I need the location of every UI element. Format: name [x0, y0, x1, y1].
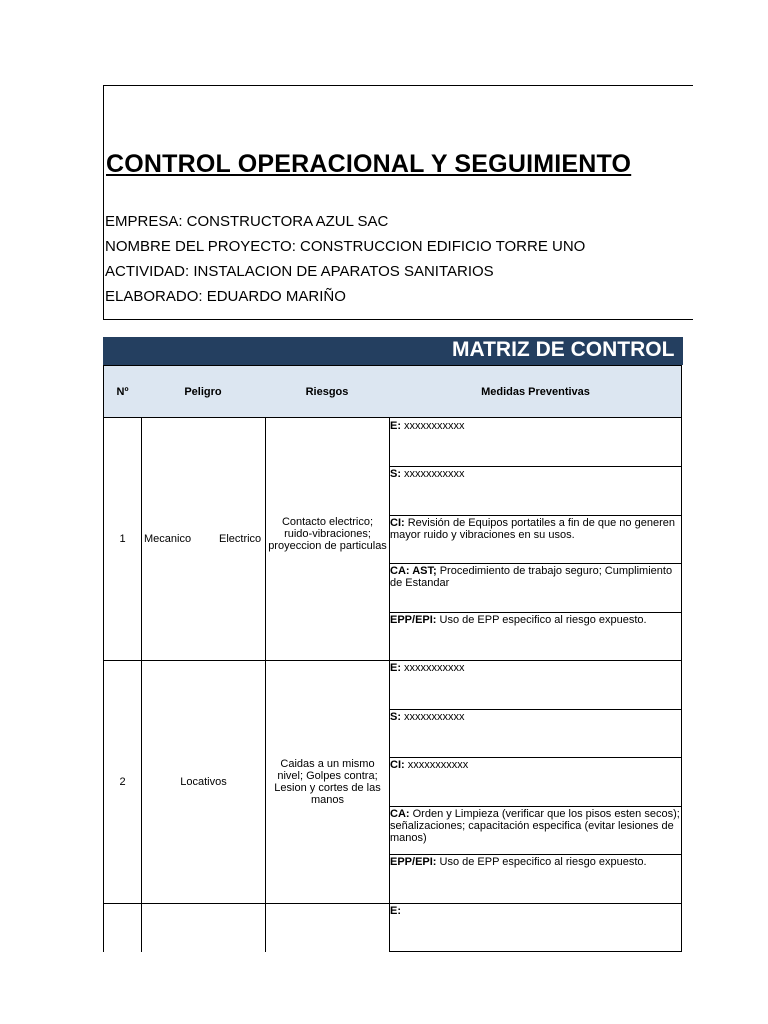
- measure-cell: [390, 808, 682, 844]
- peligro-cell: Mecanico: [144, 533, 192, 545]
- measure-label: E:: [390, 905, 401, 917]
- measure-text: xxxxxxxxxxx: [401, 662, 465, 674]
- riesgos-cell: Caidas a un mismo nivel; Golpes contra; Lesion y cortes de las manos: [274, 758, 381, 806]
- measure-cell: [390, 420, 682, 432]
- measure-text: Orden y Limpieza (verificar que los pisos esten secos); señalizaciones; capacitación especifica (evitar lesiones de manos): [390, 808, 680, 844]
- row-divider: [103, 660, 681, 661]
- page-title: CONTROL OPERACIONAL Y SEGUIMIENTO: [106, 150, 632, 178]
- row-number: 1: [119, 533, 126, 545]
- matrix-title-band: [103, 337, 683, 365]
- measure-divider: [389, 806, 681, 807]
- grid-line: [389, 418, 390, 952]
- column-header-peligro: Peligro: [141, 365, 266, 418]
- measure-text: Procedimiento de trabajo seguro; Cumplimiento de Estandar: [390, 565, 673, 589]
- peligro-cell: Locativos: [180, 776, 227, 788]
- empresa-line: EMPRESA: CONSTRUCTORA AZUL SAC: [105, 213, 389, 230]
- measure-cell: [390, 905, 682, 917]
- row-number: 2: [119, 776, 126, 788]
- peligro-cell: Electrico: [219, 533, 262, 545]
- measure-divider: [389, 612, 681, 613]
- grid-line: [141, 418, 142, 952]
- measure-divider: [389, 466, 681, 467]
- measure-label: CI:: [390, 759, 405, 771]
- row-divider: [103, 903, 681, 904]
- measure-label: CA:: [390, 808, 410, 820]
- measure-divider: [389, 854, 681, 855]
- measure-cell: [390, 517, 682, 541]
- measure-text: xxxxxxxxxxx: [401, 468, 465, 480]
- measure-cell: [390, 565, 682, 589]
- measure-cell: [390, 662, 682, 674]
- measure-cell: [390, 468, 682, 480]
- header-box: [103, 85, 693, 320]
- row-divider: [389, 951, 681, 952]
- measure-text: xxxxxxxxxxx: [401, 711, 465, 723]
- measure-text: Revisión de Equipos portatiles a fin de que no generen mayor ruido y vibraciones en su usos.: [390, 517, 675, 541]
- actividad-line: ACTIVIDAD: INSTALACION DE APARATOS SANITARIOS: [105, 263, 494, 280]
- measure-label: CA: AST;: [390, 565, 437, 577]
- measure-cell: [390, 711, 682, 723]
- column-header-riesgos: Riesgos: [265, 365, 390, 418]
- column-header-num: Nº: [103, 365, 142, 418]
- measure-label: S:: [390, 711, 401, 723]
- matrix-title: MATRIZ DE CONTROL: [452, 338, 675, 361]
- elaborado-line: ELABORADO: EDUARDO MARIÑO: [105, 288, 346, 305]
- riesgos-cell: Contacto electrico; ruido-vibraciones; proyeccion de particulas: [268, 516, 387, 552]
- measure-label: EPP/EPI:: [390, 856, 437, 868]
- measure-divider: [389, 709, 681, 710]
- column-header-medidas: Medidas Preventivas: [389, 365, 682, 418]
- measure-divider: [389, 515, 681, 516]
- measure-cell: [390, 614, 682, 626]
- measure-cell: [390, 759, 682, 771]
- measure-label: S:: [390, 468, 401, 480]
- measure-text: xxxxxxxxxxx: [401, 420, 465, 432]
- measure-label: EPP/EPI:: [390, 614, 437, 626]
- measure-text: Uso de EPP especifico al riesgo expuesto.: [436, 614, 647, 626]
- grid-line: [265, 418, 266, 952]
- measure-divider: [389, 757, 681, 758]
- measure-label: E:: [390, 420, 401, 432]
- measure-divider: [389, 563, 681, 564]
- measure-cell: [390, 856, 682, 868]
- measure-text: xxxxxxxxxxx: [404, 759, 469, 771]
- grid-line: [103, 418, 104, 952]
- proyecto-line: NOMBRE DEL PROYECTO: CONSTRUCCION EDIFICIO TORRE UNO: [105, 238, 586, 255]
- measure-label: CI:: [390, 517, 405, 529]
- measure-text: Uso de EPP especifico al riesgo expuesto.: [436, 856, 647, 868]
- measure-label: E:: [390, 662, 401, 674]
